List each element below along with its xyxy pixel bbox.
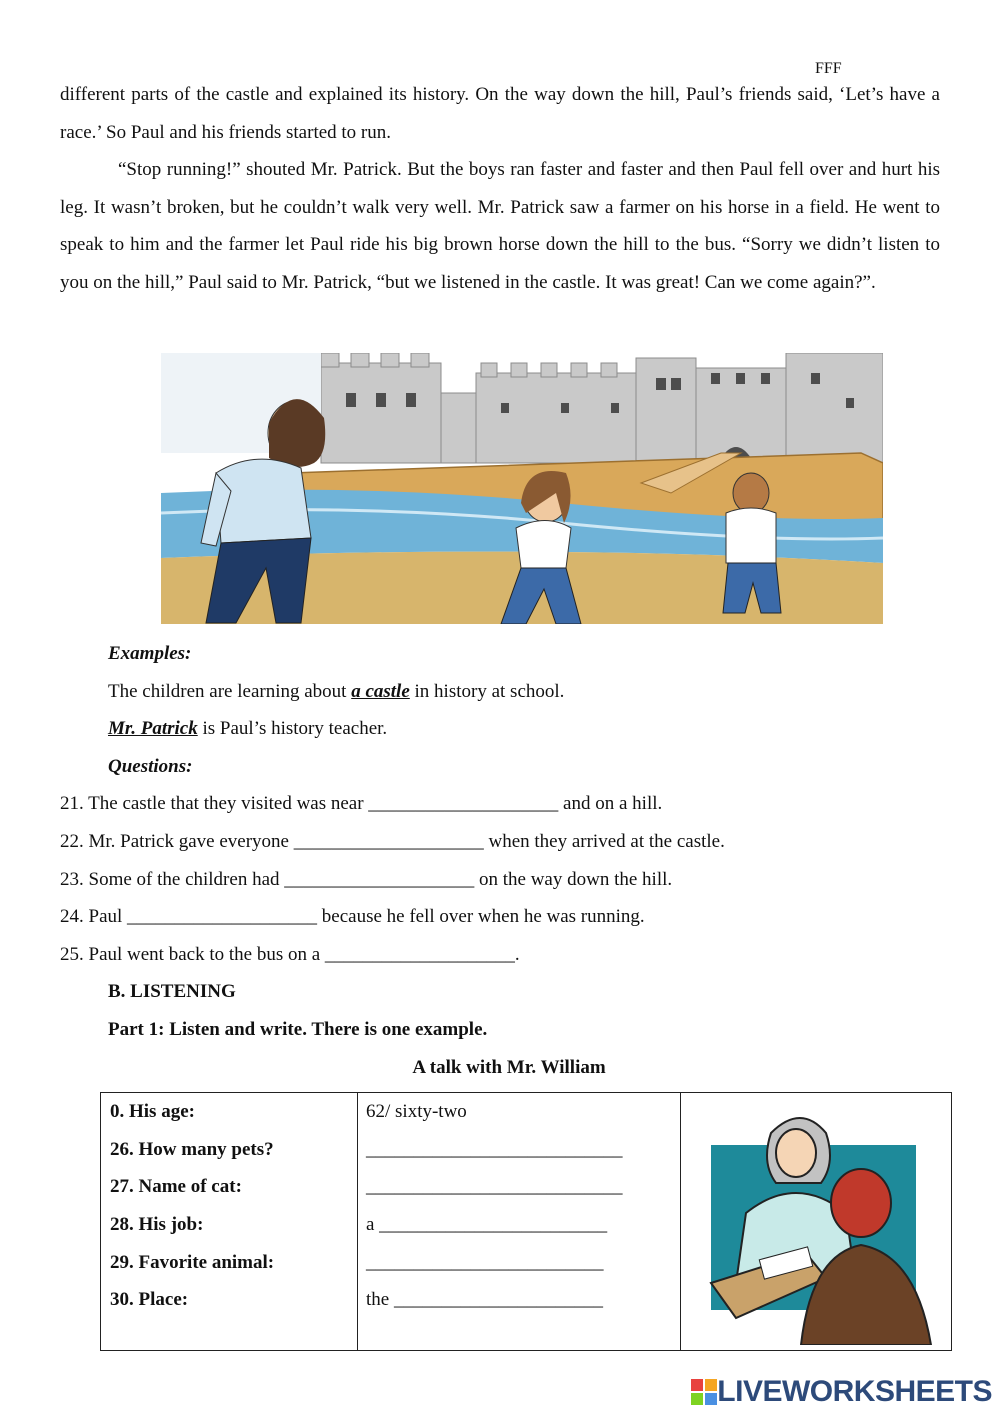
listening-table: [100, 1092, 952, 1351]
example-1-before: The children are learning about: [108, 681, 352, 702]
question-21[interactable]: 21. The castle that they visited was near ____________________ and on a hill.: [60, 793, 663, 814]
answer-28[interactable]: a ________________________: [366, 1214, 608, 1236]
logo-icon: [691, 1379, 717, 1405]
example-2: [108, 718, 387, 740]
header-mark: FFF: [815, 60, 842, 77]
example-1-after: in history at school.: [409, 681, 565, 702]
answer-29[interactable]: _________________________: [366, 1251, 604, 1273]
interview-picture-cell: [681, 1093, 952, 1351]
question-labels-column: [101, 1093, 358, 1351]
label-26: 26. How many pets?: [110, 1138, 274, 1160]
castle-illustration: [161, 353, 883, 624]
label-0: 0. His age:: [110, 1101, 195, 1122]
listening-part-title: Part 1: Listen and write. There is one example.: [108, 1019, 488, 1040]
story-paragraph-1: different parts of the castle and explained its history. On the way down the hill, Paul’s friends said, ‘Let’s have a race.’ So Paul and his friends started to run.: [60, 84, 940, 143]
question-22[interactable]: 22. Mr. Patrick gave everyone ____________________ when they arrived at the castle.: [60, 831, 725, 852]
liveworksheets-logo: [691, 1374, 992, 1410]
questions-heading: Questions:: [108, 756, 193, 777]
question-25[interactable]: 25. Paul went back to the bus on a ____________________.: [60, 944, 520, 965]
label-29: 29. Favorite animal:: [110, 1251, 275, 1273]
answer-0: 62/ sixty-two: [366, 1101, 467, 1122]
examples-heading: Examples:: [108, 643, 192, 664]
label-27: 27. Name of cat:: [110, 1176, 242, 1198]
label-28: 28. His job:: [110, 1214, 204, 1236]
answer-27[interactable]: ___________________________: [366, 1176, 623, 1198]
answers-column: [358, 1093, 681, 1351]
example-2-answer: Mr. Patrick: [108, 718, 198, 739]
answer-26[interactable]: ___________________________: [366, 1138, 623, 1160]
interview-illustration: [681, 1093, 951, 1345]
listening-section-title: B. LISTENING: [108, 981, 236, 1002]
answer-30[interactable]: the ______________________: [366, 1289, 603, 1311]
talk-title: A talk with Mr. William: [412, 1057, 606, 1078]
example-1-answer: a castle: [351, 681, 410, 702]
story-paragraph-2: “Stop running!” shouted Mr. Patrick. But the boys ran faster and faster and then Paul fell over and hurt his leg. It wasn’t broken, but he couldn’t walk very well. Mr. Patrick saw a farmer on his horse in a field. He went to speak to him and the farmer let Paul ride his big brown horse down the hill to the bus. “Sorry we didn’t listen to you on the hill,” Paul said to Mr. Patrick, “but we listened in the castle. It was great! Can we come again?”.: [60, 159, 940, 293]
example-1: [108, 681, 564, 703]
question-23[interactable]: 23. Some of the children had ____________________ on the way down the hill.: [60, 869, 673, 890]
example-2-after: is Paul’s history teacher.: [197, 718, 388, 739]
label-30: 30. Place:: [110, 1289, 189, 1311]
question-24[interactable]: 24. Paul ____________________ because he fell over when he was running.: [60, 906, 645, 927]
logo-text: LIVEWORKSHEETS: [717, 1375, 992, 1408]
